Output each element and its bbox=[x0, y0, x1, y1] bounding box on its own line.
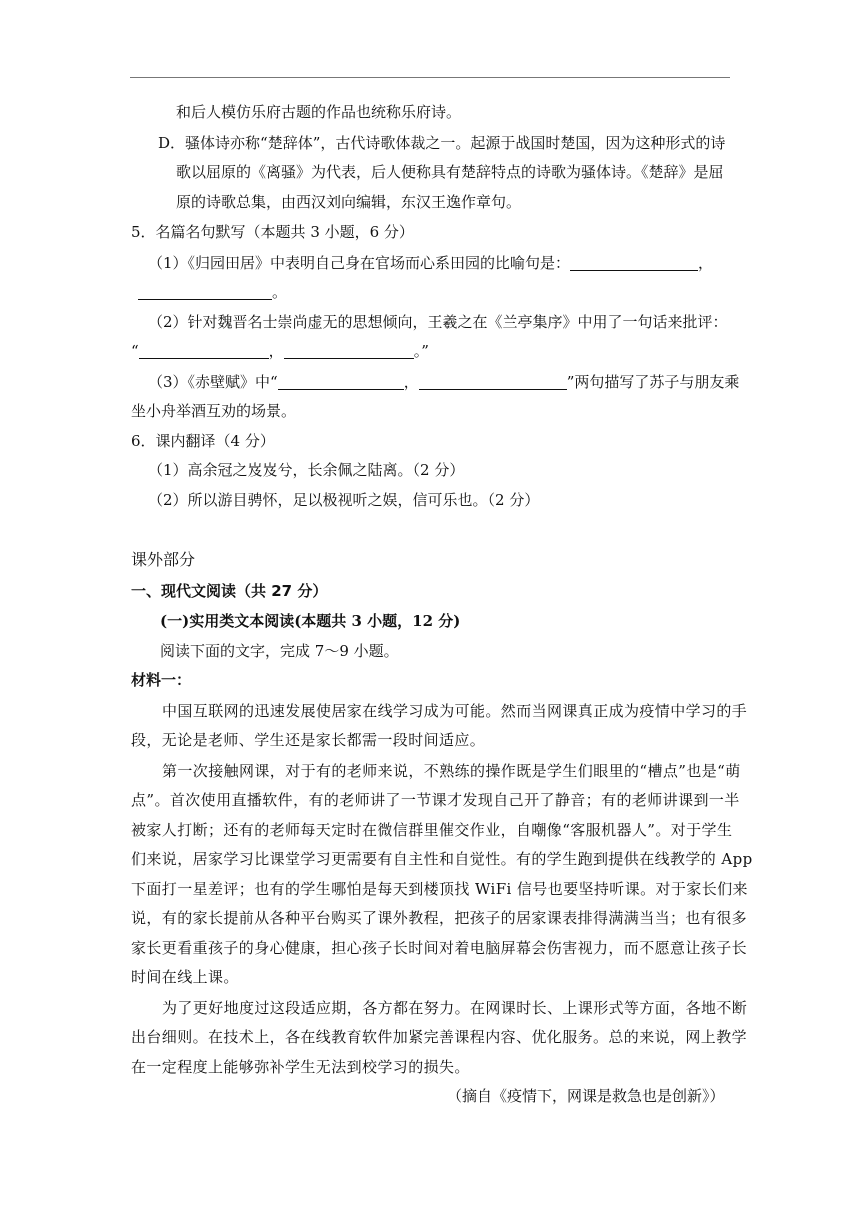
paragraph-line: 下面打一星差评；也有的学生哪怕是每天到楼顶找 WiFi 信号也要坚持听课。对于家长们来 bbox=[131, 880, 748, 898]
q5-sub3-blank-2[interactable] bbox=[419, 374, 567, 390]
paragraph-line: 被家人打断；还有的老师每天定时在微信群里催交作业，自嘲像“客服机器人”。对于学生 bbox=[131, 821, 733, 839]
q6-sub2: （2）所以游目骋怀，足以极视听之娱，信可乐也。（2 分） bbox=[148, 491, 540, 509]
q5-sub2-blank-1[interactable] bbox=[139, 343, 269, 359]
q5-sub3-blank-1[interactable] bbox=[278, 374, 404, 390]
question-5-title: 5．名篇名句默写（本题共 3 小题，6 分） bbox=[131, 223, 414, 241]
paragraph-line: 时间在线上课。 bbox=[131, 968, 239, 986]
option-d-line-1: D．骚体诗亦称“楚辞体”，古代诗歌体裁之一。起源于战国时楚国，因为这种形式的诗 bbox=[158, 134, 726, 152]
q5-sub2-comma: ， bbox=[268, 342, 284, 360]
q5-sub3-end: ”两句描写了苏子与朋友乘 bbox=[566, 373, 740, 391]
q6-sub1: （1）高余冠之岌岌兮，长余佩之陆离。（2 分） bbox=[148, 461, 465, 479]
paragraph-line: 们来说，居家学习比课堂学习更需要有自主性和自觉性。有的学生跑到提供在线教学的 App bbox=[131, 850, 753, 868]
option-d-line-2: 歌以屈原的《离骚》为代表，后人便称具有楚辞特点的诗歌为骚体诗。《楚辞》是屈 bbox=[176, 163, 724, 181]
q5-sub2-blank-2[interactable] bbox=[284, 343, 414, 359]
paragraph-line: 点”。首次使用直播软件，有的老师讲了一节课才发现自己开了静音；有的老师讲课到一半 bbox=[131, 791, 740, 809]
material-1-label: 材料一： bbox=[131, 671, 192, 689]
paragraph-line: 第一次接触网课，对于有的老师来说，不熟练的操作既是学生们眼里的“槽点”也是“萌 bbox=[162, 762, 741, 780]
q5-sub1-line bbox=[148, 253, 713, 273]
q5-sub2-open-quote: “ bbox=[131, 342, 139, 360]
paragraph-line: 出台细则。在技术上，各在线教育软件加紧完善课程内容、优化服务。总的来说，网上教学 bbox=[131, 1028, 748, 1046]
q5-sub1-comma: ， bbox=[698, 254, 714, 272]
subsection-title: (一)实用类文本阅读(本题共 3 小题，12 分) bbox=[160, 612, 461, 630]
reading-instruction: 阅读下面的文字，完成 7～9 小题。 bbox=[160, 642, 399, 660]
q5-sub2-line-2 bbox=[131, 341, 429, 361]
q5-sub3-line bbox=[148, 372, 739, 392]
header-rule bbox=[130, 77, 730, 78]
question-6-title: 6．课内翻译（4 分） bbox=[131, 432, 275, 450]
q5-sub3-continuation: 坐小舟举酒互劝的场景。 bbox=[131, 402, 297, 420]
q5-sub3-prompt: （3）《赤壁赋》中“ bbox=[148, 373, 278, 391]
paragraph-line: 说，有的家长提前从各种平台购买了课外教程，把孩子的居家课表排得满满当当；也有很多 bbox=[131, 909, 748, 927]
q5-sub1-line-2 bbox=[138, 282, 287, 302]
paragraph-line: 在一定程度上能够弥补学生无法到校学习的损失。 bbox=[131, 1058, 470, 1076]
option-d-line-3: 原的诗歌总集，由西汉刘向编辑，东汉王逸作章句。 bbox=[176, 193, 522, 211]
q5-sub1-prompt: （1）《归园田居》中表明自己身在官场而心系田园的比喻句是： bbox=[148, 254, 571, 272]
q5-sub2-prompt: （2）针对魏晋名士崇尚虚无的思想倾向，王羲之在《兰亭集序》中用了一句话来批评： bbox=[148, 313, 728, 331]
q5-sub1-blank-1[interactable] bbox=[570, 255, 698, 271]
paragraph-line: 家长更看重孩子的身心健康，担心孩子长时间对着电脑屏幕会伤害视力，而不愿意让孩子长 bbox=[131, 939, 748, 957]
paragraph-line: 中国互联网的迅速发展使居家在线学习成为可能。然而当网课真正成为疫情中学习的手 bbox=[162, 702, 748, 720]
q5-sub2-end: 。” bbox=[413, 342, 429, 360]
section-1-title: 一、现代文阅读（共 27 分） bbox=[131, 582, 328, 600]
q5-sub1-period: 。 bbox=[272, 283, 288, 301]
q5-sub1-blank-2[interactable] bbox=[138, 284, 272, 300]
paragraph-line: 段，无论是老师、学生还是家长都需一段时间适应。 bbox=[131, 731, 486, 749]
option-c-continuation: 和后人模仿乐府古题的作品也统称乐府诗。 bbox=[176, 103, 462, 121]
paragraph-line: 为了更好地度过这段适应期，各方都在努力。在网课时长、上课形式等方面，各地不断 bbox=[162, 999, 748, 1017]
outside-section-title: 课外部分 bbox=[131, 550, 196, 569]
q5-sub3-comma: ， bbox=[403, 373, 419, 391]
source-citation: （摘自《疫情下，网课是救急也是创新》） bbox=[447, 1087, 725, 1105]
